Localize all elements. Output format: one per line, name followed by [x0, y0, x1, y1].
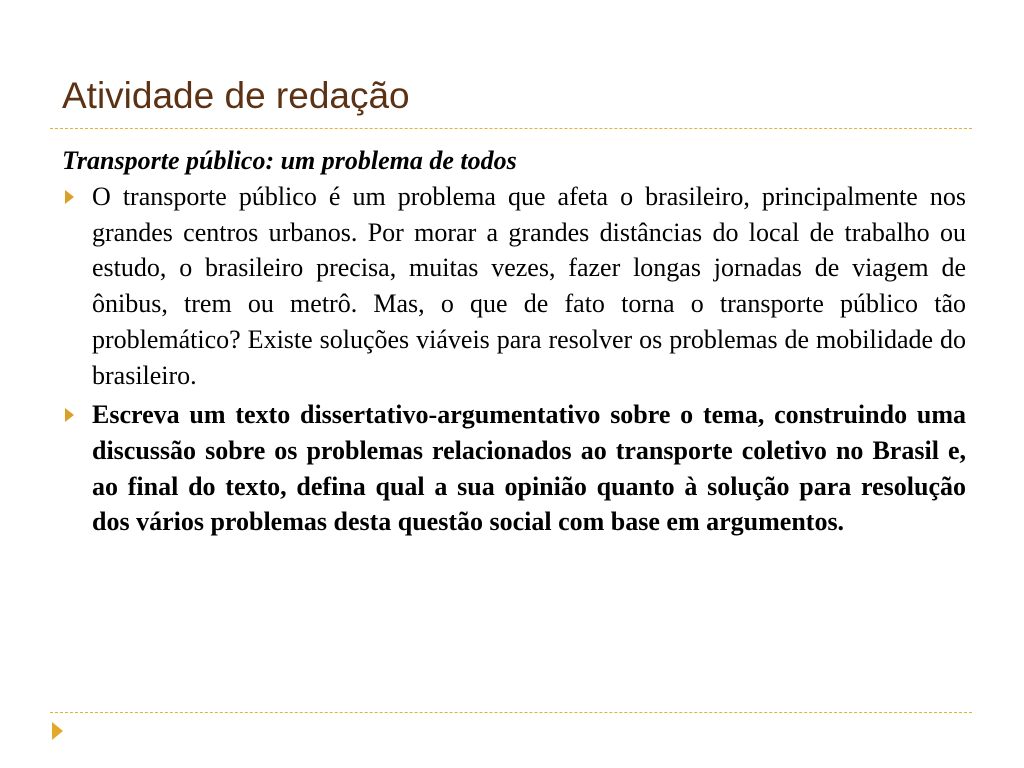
slide-title: Atividade de redação: [62, 75, 410, 116]
bullet-text-context: O transporte público é um problema que afeta o brasileiro, principalmente nos grandes centros urbanos. Por morar a grandes distâncias do local de trabalho ou estudo, o brasileiro precisa, muitas vezes, fazer longas jornadas de viagem de ônibus, trem ou metrô. Mas, o que de fato torna o transporte público tão problemático? Existe soluções viáveis para resolver os problemas de mobilidade do brasileiro.: [92, 182, 966, 390]
bullet-item-instruction: [62, 397, 966, 540]
next-slide-arrow-icon[interactable]: [52, 722, 63, 740]
title-divider: [50, 128, 972, 129]
triangle-bullet-icon: [65, 408, 74, 422]
bullet-text-instruction: Escreva um texto dissertativo-argumentativo sobre o tema, construindo uma discussão sobre os problemas relacionados ao transporte coletivo no Brasil e, ao final do texto, defina qual a sua opinião quanto à solução para resolução dos vários problemas desta questão social com base em argumentos.: [92, 400, 966, 537]
bullet-item-context: [62, 179, 966, 393]
slide-subtitle: Transporte público: um problema de todos: [62, 146, 517, 175]
footer-divider: [50, 712, 972, 713]
bullet-list: [62, 179, 966, 540]
triangle-bullet-icon: [65, 190, 74, 204]
slide-content: [62, 144, 966, 544]
